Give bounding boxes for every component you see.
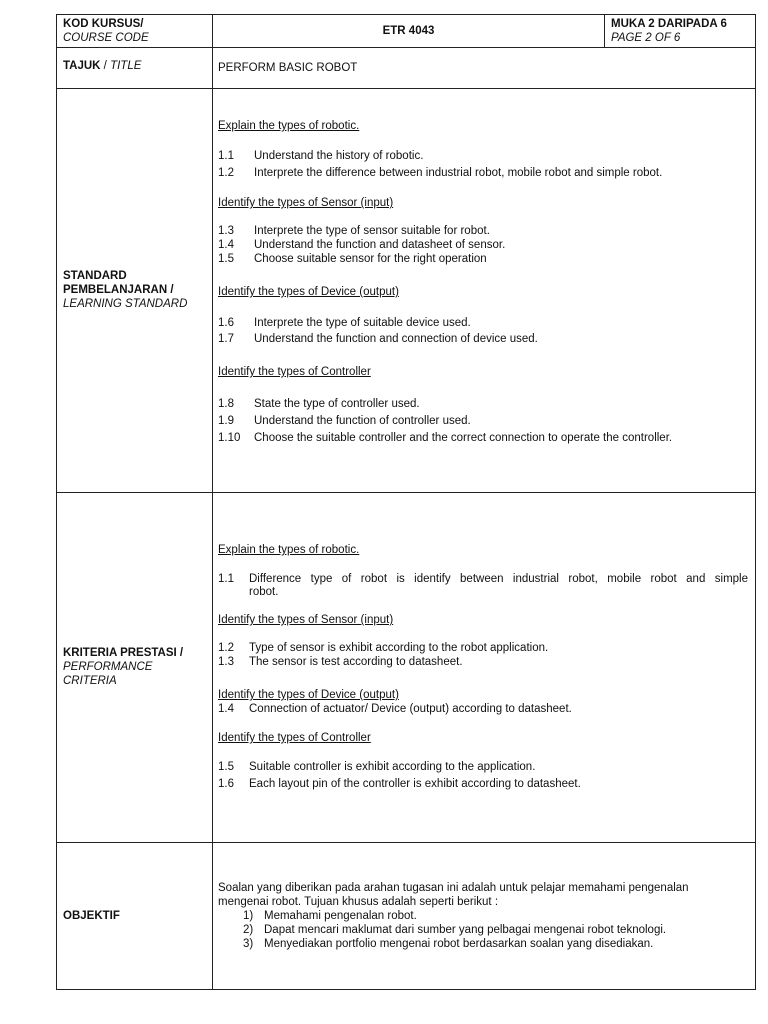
objective-item-number: 3) xyxy=(243,938,254,950)
standard-item-text: Understand the function and connection of device used. xyxy=(254,333,538,345)
criteria-label-line1: KRITERIA PRESTASI / xyxy=(63,647,184,659)
objective-item-number: 2) xyxy=(243,924,254,936)
standard-item-text: Choose the suitable controller and the correct connection to operate the controller. xyxy=(254,432,673,444)
standard-item-number: 1.10 xyxy=(218,432,241,444)
course-code-label-ms: KOD KURSUS/ xyxy=(63,18,144,30)
criteria-item-text: Suitable controller is exhibit according to the application. xyxy=(249,761,536,773)
standard-item-number: 1.9 xyxy=(218,415,234,427)
criteria-heading-sensor: Identify the types of Sensor (input) xyxy=(218,614,394,626)
criteria-item-text: Type of sensor is exhibit according to the robot application. xyxy=(249,642,549,654)
objective-item-text: Menyediakan portfolio mengenai robot berdasarkan soalan yang disediakan. xyxy=(264,938,654,950)
standard-item-number: 1.7 xyxy=(218,333,234,345)
standard-item-text: Choose suitable sensor for the right operation xyxy=(254,253,487,265)
page-label-ms: MUKA 2 DARIPADA 6 xyxy=(611,18,727,30)
criteria-item-number: 1.2 xyxy=(218,642,234,654)
standard-item-number: 1.3 xyxy=(218,225,234,237)
criteria-item-text: The sensor is test according to datasheet. xyxy=(249,656,463,668)
standard-item-text: Interprete the type of suitable device used. xyxy=(254,317,471,329)
course-code-label-en: COURSE CODE xyxy=(63,32,149,44)
course-code-value: ETR 4043 xyxy=(382,25,435,37)
standard-item-text: Understand the function of controller used. xyxy=(254,415,471,427)
standard-label-line3: LEARNING STANDARD xyxy=(63,298,188,310)
standard-item-number: 1.2 xyxy=(218,167,234,179)
standard-item-number: 1.8 xyxy=(218,398,234,410)
standard-label-line2: PEMBELANJARAN / xyxy=(63,284,174,296)
standard-item-number: 1.4 xyxy=(218,239,234,251)
title-label xyxy=(63,59,141,73)
criteria-item-text: Difference type of robot is identify between industrial robot, mobile robot and simple xyxy=(249,573,748,585)
criteria-label-line2: PERFORMANCE xyxy=(63,661,153,673)
standard-item-text: Interprete the difference between industrial robot, mobile robot and simple robot. xyxy=(254,167,663,179)
standard-item-number: 1.1 xyxy=(218,150,234,162)
standard-label-line1: STANDARD xyxy=(63,270,127,282)
standard-item-text: Understand the history of robotic. xyxy=(254,150,424,162)
standard-heading-device: Identify the types of Device (output) xyxy=(218,286,399,298)
criteria-item-number: 1.5 xyxy=(218,761,234,773)
criteria-item-number: 1.1 xyxy=(218,573,234,585)
standard-item-text: Interprete the type of sensor suitable for robot. xyxy=(254,225,490,237)
objective-label: OBJEKTIF xyxy=(63,910,120,922)
criteria-item-number: 1.3 xyxy=(218,656,234,668)
criteria-item-text: Each layout pin of the controller is exhibit according to datasheet. xyxy=(249,778,581,790)
criteria-heading-robotic: Explain the types of robotic. xyxy=(218,544,360,556)
standard-heading-controller: Identify the types of Controller xyxy=(218,366,371,378)
criteria-heading-device: Identify the types of Device (output) xyxy=(218,689,399,701)
criteria-item-number: 1.4 xyxy=(218,703,234,715)
page-label-en: PAGE 2 OF 6 xyxy=(611,32,681,44)
objective-paragraph-line1: Soalan yang diberikan pada arahan tugasan ini adalah untuk pelajar memahami pengenalan xyxy=(218,882,689,894)
criteria-item-text-cont: robot. xyxy=(249,586,279,598)
title-label-ms: TAJUK xyxy=(63,60,101,72)
criteria-item-number: 1.6 xyxy=(218,778,234,790)
standard-item-text: Understand the function and datasheet of sensor. xyxy=(254,239,506,251)
title-label-en: TITLE xyxy=(110,60,142,72)
title-label-sep: / xyxy=(100,60,111,72)
criteria-heading-controller: Identify the types of Controller xyxy=(218,732,371,744)
objective-item-text: Memahami pengenalan robot. xyxy=(264,910,417,922)
standard-item-text: State the type of controller used. xyxy=(254,398,420,410)
criteria-item-text: Connection of actuator/ Device (output) according to datasheet. xyxy=(249,703,572,715)
standard-item-number: 1.6 xyxy=(218,317,234,329)
objective-paragraph-line2: mengenai robot. Tujuan khusus adalah seperti berikut : xyxy=(218,896,499,908)
title-value: PERFORM BASIC ROBOT xyxy=(218,62,358,74)
objective-item-number: 1) xyxy=(243,910,254,922)
standard-item-number: 1.5 xyxy=(218,253,234,265)
criteria-label-line3: CRITERIA xyxy=(63,675,117,687)
standard-heading-sensor: Identify the types of Sensor (input) xyxy=(218,197,394,209)
objective-item-text: Dapat mencari maklumat dari sumber yang pelbagai mengenai robot teknologi. xyxy=(264,924,667,936)
standard-heading-robotic: Explain the types of robotic. xyxy=(218,120,360,132)
